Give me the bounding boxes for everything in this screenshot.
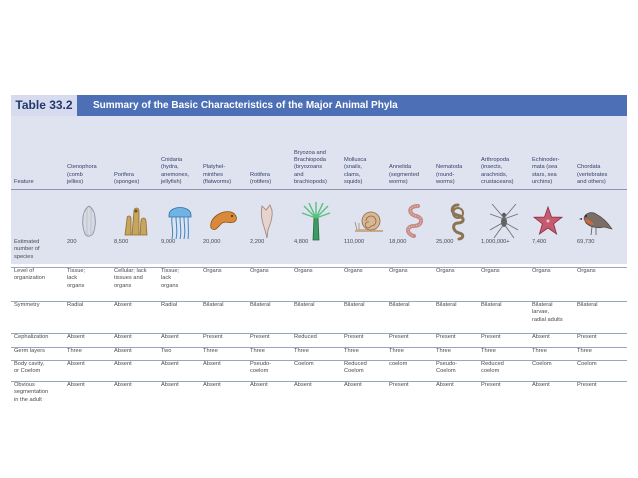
row-label: [14, 382, 48, 404]
table-cell: [532, 361, 552, 368]
table-cell-line: Absent: [67, 382, 85, 388]
table-cell-line: Present: [203, 334, 223, 340]
column-header-arthropoda-line: (insects,: [481, 164, 503, 171]
column-header-echinoder: [532, 157, 560, 186]
table-cell: [294, 268, 313, 275]
table-cell: [436, 382, 454, 389]
column-header-echinoder-line: stars, sea: [532, 171, 557, 178]
table-cell-line: Present: [577, 382, 597, 388]
table-cell-line: 8,500: [114, 239, 129, 245]
table-cell: [577, 382, 597, 389]
row-label-line: Symmetry: [14, 302, 40, 308]
table-cell-line: Absent: [532, 334, 550, 340]
table-cell: [250, 382, 268, 389]
table-cell-line: Three: [389, 348, 404, 354]
column-header-ctenophora: [67, 164, 97, 186]
column-header-porifera: [114, 172, 139, 186]
table-cell: [161, 361, 179, 368]
table-cell-line: Coelom: [294, 361, 314, 367]
table-cell-line: coelom: [250, 368, 269, 375]
table-cell-line: Coelom: [436, 368, 456, 375]
table-cell: [532, 268, 551, 275]
table-cell-line: Organs: [481, 268, 500, 274]
table-cell: [532, 334, 550, 341]
column-header-cnidaria-line: (hydra,: [161, 164, 179, 171]
table-cell-line: Three: [67, 348, 82, 354]
table-cell-line: Organs: [250, 268, 269, 274]
column-header-annelida-line: (segmented: [389, 171, 420, 178]
column-header-cnidaria: [161, 157, 189, 186]
table-cell-line: Absent: [294, 382, 312, 388]
table-cell-line: Absent: [161, 382, 179, 388]
table-cell-line: Three: [203, 348, 218, 354]
table-cell: [481, 382, 501, 389]
table-cell: [481, 348, 496, 355]
table-cell-line: Two: [161, 348, 172, 354]
column-header-platyhel: [203, 164, 231, 186]
column-header-chordata-line: and others): [577, 178, 606, 185]
table-cell: [577, 361, 597, 368]
table-cell: [114, 361, 132, 368]
table-cell: [161, 302, 177, 309]
table-number: Table 33.2: [11, 95, 77, 116]
table-cell-line: Organs: [294, 268, 313, 274]
table-cell-line: Present: [344, 334, 364, 340]
row-label: [14, 334, 48, 341]
table-cell: [203, 382, 221, 389]
table-cell: [577, 268, 596, 275]
table-cell-line: Absent: [532, 382, 550, 388]
table-cell-line: Three: [577, 348, 592, 354]
row-label-line: species: [14, 253, 34, 260]
column-header-bryozoa-and-line: Brachiopoda: [294, 157, 326, 164]
table-cell-line: 2,200: [250, 239, 265, 245]
table-cell-line: Reduced: [294, 334, 317, 340]
row-label-line: Level of: [14, 268, 34, 274]
row-label-line: Obvious: [14, 382, 35, 388]
row-label-line: or Coelom: [14, 368, 41, 375]
column-header-porifera-line: Porifera: [114, 171, 134, 178]
table-cell-line: lack: [161, 275, 172, 282]
table-cell: [250, 239, 264, 246]
column-header-nematoda: [436, 164, 462, 186]
table-title: Summary of the Basic Characteristics of the Major Animal Phyla: [93, 100, 398, 111]
table-cell-line: Absent: [114, 382, 132, 388]
column-header-bryozoa-and-line: and: [294, 171, 304, 178]
column-header-feature-line: Feature: [14, 178, 34, 185]
table-cell-line: 1,000,000+: [481, 239, 510, 245]
table-cell-line: Bilateral: [250, 302, 271, 308]
column-header-chordata-line: Chordata: [577, 164, 601, 171]
column-header-arthropoda-line: Arthropoda: [481, 157, 510, 164]
table-cell-line: Pseudo-: [436, 361, 458, 367]
table-cell-line: Organs: [389, 268, 408, 274]
table-cell: [203, 302, 224, 309]
row-divider: [11, 267, 627, 268]
column-header-bryozoa-and: [294, 150, 327, 186]
table-cell: [67, 268, 85, 290]
table-cell: [67, 348, 82, 355]
table-cell: [114, 382, 132, 389]
table-cell: [161, 239, 175, 246]
row-label: [14, 268, 45, 283]
row-label-line: organization: [14, 275, 45, 282]
column-header-mollusca-line: clams,: [344, 171, 361, 178]
table-cell-line: 69,730: [577, 239, 595, 245]
table-cell-line: Bilateral: [481, 302, 502, 308]
table-cell-line: 200: [67, 239, 77, 245]
column-header-mollusca-line: Mollusca: [344, 157, 367, 164]
table-cell: [481, 268, 500, 275]
table-cell: [67, 361, 85, 368]
row-label: [14, 239, 40, 261]
row-divider: [11, 333, 627, 334]
row-divider: [11, 347, 627, 348]
column-header-mollusca-line: (snails,: [344, 164, 363, 171]
table-cell-line: Absent: [114, 302, 132, 308]
table-cell-line: Reduced: [481, 361, 504, 367]
table-cell-line: Reduced: [344, 361, 367, 367]
table-cell-line: Organs: [344, 268, 363, 274]
table-cell: [577, 334, 597, 341]
column-header-nematoda-line: worms): [436, 178, 455, 185]
column-header-bryozoa-and-line: brachiopods): [294, 178, 327, 185]
table-cell-line: Organs: [577, 268, 596, 274]
row-label-line: Body cavity,: [14, 361, 45, 367]
header-divider: [11, 189, 627, 190]
table-cell: [344, 361, 367, 376]
column-header-cnidaria-line: jellyfish): [161, 178, 182, 185]
table-cell-line: Coelom: [344, 368, 364, 375]
table-cell: [294, 302, 315, 309]
row-divider: [11, 301, 627, 302]
table-cell: [294, 348, 309, 355]
table-cell-line: Absent: [67, 334, 85, 340]
table-cell-line: 9,000: [161, 239, 176, 245]
table-cell-line: Bilateral: [389, 302, 410, 308]
table-cell: [161, 334, 179, 341]
table-cell: [114, 334, 132, 341]
row-label: [14, 302, 40, 309]
column-header-mollusca: [344, 157, 366, 186]
column-header-ctenophora-line: jellies): [67, 178, 84, 185]
table-cell: [532, 302, 563, 324]
table-cell: [344, 268, 363, 275]
column-header-porifera-line: (sponges): [114, 178, 140, 185]
column-header-annelida-line: Annelida: [389, 164, 412, 171]
table-cell-line: organs: [161, 282, 179, 289]
table-cell-line: 4,800: [294, 239, 309, 245]
column-header-echinoder-line: urchins): [532, 178, 553, 185]
table-cell-line: organs: [114, 282, 132, 289]
table-cell: [67, 334, 85, 341]
table-cell: [67, 239, 77, 246]
table-cell: [203, 334, 223, 341]
table-cell: [577, 302, 598, 309]
column-header-cnidaria-line: anemones,: [161, 171, 190, 178]
table-cell-line: Coelom: [532, 361, 552, 367]
table-cell: [577, 348, 592, 355]
table-cell: [389, 239, 406, 246]
table-cell-line: Cellular; lack: [114, 268, 147, 274]
column-header-chordata: [577, 164, 607, 186]
table-cell-line: 25,000: [436, 239, 454, 245]
table-cell-line: Three: [344, 348, 359, 354]
table-cell-line: Present: [389, 382, 409, 388]
table-cell: [481, 361, 504, 376]
row-label-line: Cephalization: [14, 334, 49, 340]
table-cell: [294, 361, 314, 368]
row-divider: [11, 360, 627, 361]
table-cell-line: radial adults: [532, 316, 563, 323]
table-cell: [389, 348, 404, 355]
table-cell: [436, 361, 457, 376]
table-cell: [294, 239, 308, 246]
column-header-feature: [14, 179, 34, 186]
column-header-echinoder-line: Echinoder-: [532, 157, 560, 164]
column-header-mollusca-line: squids): [344, 178, 363, 185]
table-cell-line: Absent: [436, 382, 454, 388]
row-label: [14, 348, 45, 355]
table-cell-line: Absent: [114, 361, 132, 367]
table-cell-line: Three: [250, 348, 265, 354]
table-cell-line: Present: [389, 334, 409, 340]
table-cell: [203, 268, 222, 275]
table-cell: [294, 334, 317, 341]
table-cell: [161, 382, 179, 389]
table-cell: [389, 268, 408, 275]
table-cell-line: lack: [67, 275, 78, 282]
column-header-ctenophora-line: Ctenophora: [67, 164, 97, 171]
column-header-bryozoa-and-line: Bryozoa and: [294, 150, 326, 156]
table-cell: [344, 382, 362, 389]
table-cell: [436, 239, 453, 246]
row-label-line: in the adult: [14, 396, 42, 403]
column-header-platyhel-line: Platyhel-: [203, 164, 226, 171]
table-cell: [250, 334, 270, 341]
table-cell: [436, 348, 451, 355]
table-cell-line: coelom: [389, 361, 408, 367]
column-header-annelida-line: worms): [389, 178, 408, 185]
row-label: [14, 361, 44, 376]
table-cell-line: Three: [294, 348, 309, 354]
table-cell: [389, 302, 410, 309]
column-header-bryozoa-and-line: (bryozoans: [294, 164, 323, 171]
table-cell-line: Radial: [67, 302, 84, 308]
table-cell: [203, 348, 218, 355]
table-title-bar: [11, 95, 627, 116]
table-cell: [481, 239, 510, 246]
table-cell-line: Absent: [67, 361, 85, 367]
table-cell-line: Organs: [436, 268, 455, 274]
row-label-line: number of: [14, 246, 40, 253]
table-cell: [294, 382, 312, 389]
table-cell-line: Radial: [161, 302, 178, 308]
row-divider: [11, 381, 627, 382]
column-header-platyhel-line: minthes: [203, 171, 223, 178]
table-cell: [436, 334, 456, 341]
table-cell: [481, 334, 501, 341]
table-cell: [532, 239, 546, 246]
column-header-rotifera-line: (rotifers): [250, 178, 272, 185]
table-cell-line: Tissue;: [67, 268, 86, 274]
table-cell-line: Bilateral: [294, 302, 315, 308]
table-cell-line: Pseudo-: [250, 361, 272, 367]
table-cell-line: organs: [67, 282, 85, 289]
table-cell-line: Three: [532, 348, 547, 354]
table-cell-line: Bilateral: [344, 302, 365, 308]
table-cell-line: Organs: [532, 268, 551, 274]
column-header-arthropoda-line: arachnids,: [481, 171, 508, 178]
table-cell-line: Absent: [203, 382, 221, 388]
column-header-platyhel-line: (flatworms): [203, 178, 232, 185]
table-cell-line: Three: [481, 348, 496, 354]
table-cell: [481, 302, 502, 309]
table-cell-line: 7,400: [532, 239, 547, 245]
table-cell: [161, 268, 179, 290]
table-cell-line: 110,000: [344, 239, 365, 245]
column-header-ctenophora-line: (comb: [67, 171, 83, 178]
table-cell-line: Coelom: [577, 361, 597, 367]
table-cell-line: Absent: [250, 382, 268, 388]
table-cell: [67, 302, 83, 309]
column-header-rotifera: [250, 172, 271, 186]
table-cell-line: Absent: [114, 348, 132, 354]
table-cell-line: Absent: [161, 361, 179, 367]
table-cell-line: coelom: [481, 368, 500, 375]
table-cell: [114, 302, 132, 309]
table-cell-line: Absent: [161, 334, 179, 340]
table-cell: [250, 302, 271, 309]
table-cell-line: Tissue;: [161, 268, 180, 274]
table-cell: [436, 302, 457, 309]
table-cell: [344, 302, 365, 309]
table-cell: [344, 334, 364, 341]
table-cell-line: Absent: [203, 361, 221, 367]
table-cell-line: Absent: [344, 382, 362, 388]
table-cell: [203, 361, 221, 368]
column-header-annelida: [389, 164, 419, 186]
table-cell-line: Absent: [114, 334, 132, 340]
column-header-cnidaria-line: Cnidaria: [161, 157, 183, 164]
table-cell: [532, 382, 550, 389]
column-header-arthropoda-line: crustaceans): [481, 178, 514, 185]
table-cell-line: Bilateral: [436, 302, 457, 308]
table-cell-line: 20,000: [203, 239, 221, 245]
table-cell-line: Present: [250, 334, 270, 340]
table-cell: [344, 348, 359, 355]
table-cell: [389, 361, 407, 368]
table-cell-line: Bilateral: [532, 302, 553, 308]
table-cell: [389, 382, 409, 389]
table-cell: [203, 239, 220, 246]
table-cell: [532, 348, 547, 355]
table-cell: [389, 334, 409, 341]
table-cell: [114, 239, 128, 246]
table-cell-line: Bilateral: [577, 302, 598, 308]
table-cell-line: larvae,: [532, 309, 550, 316]
table-cell-line: Bilateral: [203, 302, 224, 308]
table-cell: [436, 268, 455, 275]
animal-phyla-table: [11, 95, 627, 422]
table-cell-line: tissues and: [114, 275, 143, 282]
table-cell-line: Present: [436, 334, 456, 340]
table-cell: [67, 382, 85, 389]
table-cell: [250, 348, 265, 355]
table-cell-line: Three: [436, 348, 451, 354]
column-header-nematoda-line: Nematoda: [436, 164, 463, 171]
table-cell-line: Present: [577, 334, 597, 340]
row-label-line: Estimated: [14, 239, 40, 245]
table-cell-line: 18,000: [389, 239, 407, 245]
column-header-echinoder-line: mata (sea: [532, 164, 558, 171]
column-header-rotifera-line: Rotifera: [250, 171, 270, 178]
row-label-line: segmentation: [14, 389, 49, 396]
column-header-nematoda-line: (round-: [436, 171, 455, 178]
table-cell: [114, 348, 132, 355]
table-cell: [344, 239, 364, 246]
table-cell: [250, 361, 271, 376]
row-label-line: Germ layers: [14, 348, 45, 354]
table-cell: [161, 348, 171, 355]
table-cell: [250, 268, 269, 275]
table-cell-line: Organs: [203, 268, 222, 274]
table-cell: [114, 268, 147, 290]
table-cell: [577, 239, 594, 246]
table-cell-line: Present: [481, 382, 501, 388]
table-cell-line: Present: [481, 334, 501, 340]
column-header-arthropoda: [481, 157, 514, 186]
column-header-chordata-line: (vertebrates: [577, 171, 608, 178]
